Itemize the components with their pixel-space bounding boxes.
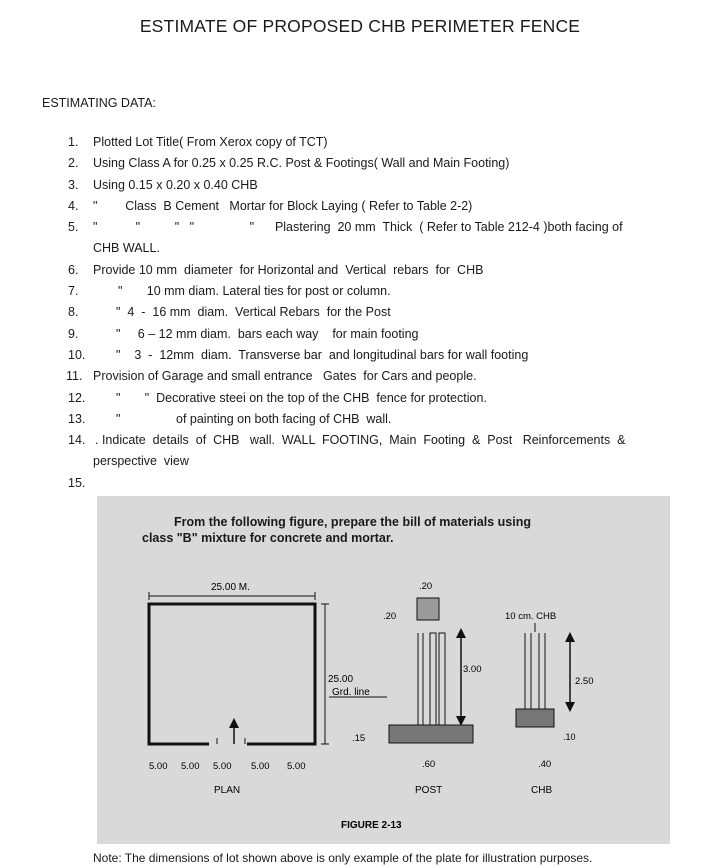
chb-section (505, 611, 594, 796)
chb-footing (516, 709, 554, 727)
footer-note: Note: The dimensions of lot shown above is only example of the plate for illustration purposes. (93, 851, 593, 865)
figure-plate (97, 496, 670, 844)
chb-footing-depth-label: .10 (563, 732, 576, 742)
figure-label: FIGURE 2-13 (341, 820, 402, 831)
caption-line-2: class "B" mixture for concrete and mortar. (142, 531, 394, 545)
post-label: POST (415, 785, 443, 796)
post-footing (389, 725, 473, 743)
plan-gate-opening (209, 736, 247, 750)
chb-height-label: 2.50 (575, 676, 594, 687)
list-item: 3. Using 0.15 x 0.20 x 0.40 CHB (68, 177, 258, 192)
segment-label: 5.00 (149, 761, 168, 772)
post-section (352, 581, 482, 796)
post-top-label: .20 (419, 581, 433, 592)
section-heading: ESTIMATING DATA: (42, 96, 156, 110)
list-item: 1. Plotted Lot Title( From Xerox copy of TCT) (68, 135, 328, 149)
segment-label: 5.00 (251, 761, 270, 772)
post-height-label: 3.00 (463, 664, 482, 675)
list-item: 2. Using Class A for 0.25 x 0.25 R.C. Post & Footings( Wall and Main Footing) (68, 156, 510, 171)
post-column (430, 633, 436, 725)
chb-label: CHB (531, 785, 553, 796)
figure-drawing (97, 496, 670, 844)
segment-label: 5.00 (287, 761, 306, 772)
page-title: ESTIMATE OF PROPOSED CHB PERIMETER FENCE (139, 16, 581, 36)
list-item: 13. " of painting on both facing of CHB wall. (68, 411, 392, 426)
plan-width-label: 25.00 M. (211, 582, 250, 593)
list-item: 8. " 4 - 16 mm diam. Vertical Rebars for the Post (68, 305, 391, 320)
list-item-continuation: perspective view (93, 454, 189, 469)
chb-top-label: 10 cm. CHB (505, 611, 557, 622)
list-item: 5. " " " " " Plastering 20 mm Thick ( Refer to Table 212-4 )both facing of (68, 220, 623, 235)
plan-label: PLAN (214, 785, 241, 796)
post-top-view (417, 598, 439, 620)
list-item: 14. . Indicate details of CHB wall. WALL FOOTING, Main Footing & Post Reinforcements & (68, 433, 626, 448)
estimating-data-list (68, 132, 718, 494)
chb-footing-label: .40 (538, 759, 552, 770)
list-item: 12. " " Decorative steei on the top of the CHB fence for protection. (68, 390, 487, 405)
list-item: 9. " 6 – 12 mm diam. bars each way for main footing (68, 326, 419, 341)
list-item: 6. Provide 10 mm diameter for Horizontal and Vertical rebars for CHB (68, 262, 484, 277)
list-item: 7. " 10 mm diam. Lateral ties for post or column. (68, 284, 391, 299)
segment-label: 5.00 (181, 761, 200, 772)
grd-line-label: Grd. line (332, 687, 370, 698)
plan-depth-label: 25.00 (328, 674, 354, 685)
post-footing-label: .60 (422, 759, 436, 770)
list-item-continuation: CHB WALL. (93, 241, 160, 256)
list-item: 11. Provision of Garage and small entrance Gates for Cars and people. (66, 369, 477, 384)
segment-label: 5.00 (213, 761, 232, 772)
post-embed-label: .15 (352, 733, 366, 744)
post-side-label: .20 (383, 611, 397, 622)
plan-view (149, 582, 387, 796)
caption-line-1: From the following figure, prepare the bill of materials using (174, 515, 531, 529)
list-item: 4. " Class B Cement Mortar for Block Laying ( Refer to Table 2-2) (68, 198, 473, 213)
list-item: 10. " 3 - 12mm diam. Transverse bar and longitudinal bars for wall footing (68, 347, 529, 362)
list-item: 15. (68, 475, 86, 490)
